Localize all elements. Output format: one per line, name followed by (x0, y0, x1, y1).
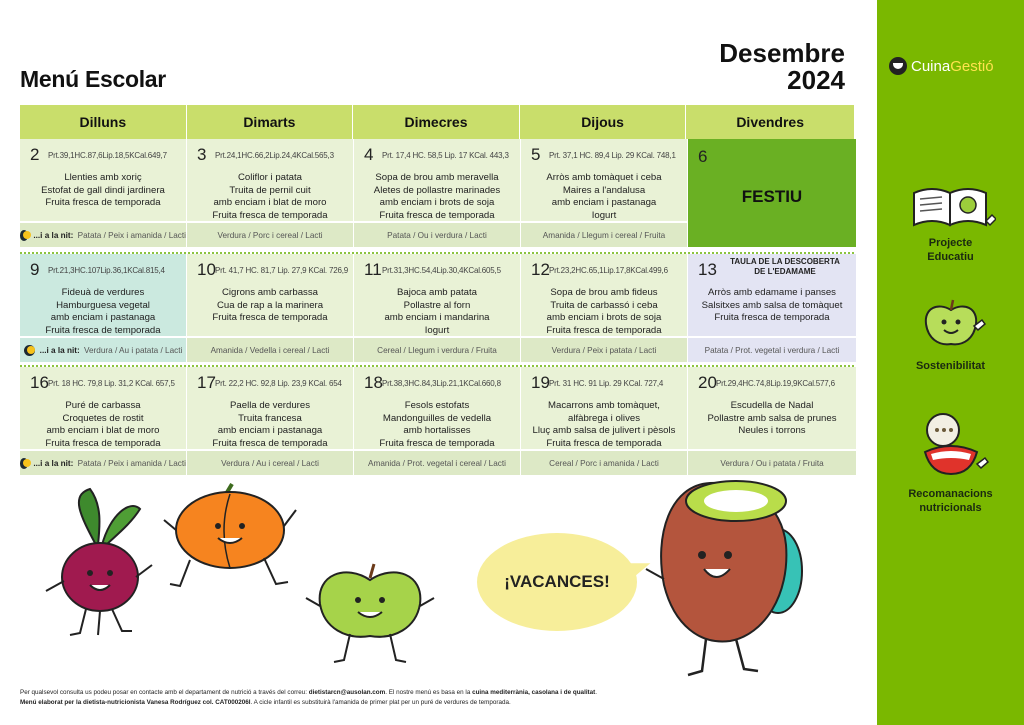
day-number: 17 (197, 373, 216, 392)
dinner-suggestion: Verdura / Peix i patata / Lacti (521, 338, 687, 362)
open-book-icon (906, 183, 996, 231)
day-cell (521, 367, 687, 449)
day-cell (187, 367, 353, 449)
day-number: 12 (531, 260, 550, 279)
sidebar (877, 0, 1024, 725)
day-cell (20, 254, 186, 336)
moon-icon (24, 345, 35, 356)
day-cell (688, 254, 856, 336)
dish-list: Paella de verdures Truita francesa amb enciam i pastanaga Fruita fresca de temporada (212, 400, 328, 449)
month-year (700, 40, 845, 94)
dish-list: Fideuà de verdures Hamburguesa vegetal amb enciam i pastanaga Fruita fresca de temporada (45, 287, 161, 336)
dish-list: Coliflor i patata Truita de pernil cuit amb enciam i blat de moro Fruita fresca de temporada (212, 172, 328, 221)
moon-icon (20, 458, 28, 469)
sidebar-item-recomanacions-nutricionals[interactable]: Recomanacions nutricionals (877, 410, 1024, 515)
menu-calendar (20, 105, 854, 478)
dinner-suggestion: Amanida / Prot. vegetal i cereal / Lacti (354, 451, 520, 475)
dinner-suggestion: Patata / Prot. vegetal i verdura / Lacti (688, 338, 856, 362)
day-cell (187, 254, 353, 336)
day-cell (354, 139, 520, 221)
nutrition-info: Prt.29,4HC.74,8Lip.19,9KCal.577,6 (716, 379, 835, 388)
day-cell (20, 139, 186, 221)
month-name: Desembre (719, 38, 845, 68)
nutrition-info: Prt. 31 HC. 91 Lip. 29 KCal. 727,4 (549, 379, 664, 388)
brand-logo[interactable] (889, 57, 994, 75)
day-cell (354, 254, 520, 336)
moon-icon (20, 230, 28, 241)
vacances-speech-bubble: ¡VACANCES! (477, 533, 637, 631)
footer-note: Per qualsevol consulta us podeu posar en contacte amb el departament de nutrició a través del correu: dietistarcn@ausolan.com. El nostre menú es basa en la cuina mediterrània, casolana i de qualitat. Menú elaborat per la dietista-nutricionista Vanesa Rodríguez col. CAT000206I. A cicle infantil es substituirà l'amanida de primer plat per un puré de verdures de temporada. (20, 689, 598, 706)
week-row (20, 365, 854, 478)
weekday-header: Dilluns (20, 105, 186, 139)
nutrition-info: Prt.23,2HC.65,1Lip.17,8KCal.499,6 (549, 266, 668, 275)
dinner-suggestion: ...i a la nit: Patata / Peix i amanida / Lacti (20, 223, 186, 247)
dinner-suggestion: Amanida / Vedella i cereal / Lacti (187, 338, 353, 362)
day-cell (521, 139, 687, 221)
dinner-suggestion: Verdura / Au i cereal / Lacti (187, 451, 353, 475)
day-number: 11 (364, 260, 382, 279)
nutrition-info: Prt. 17,4 HC. 58,5 Lip. 17 KCal. 443,3 (382, 151, 509, 160)
dish-list: Cigrons amb carbassa Cua de rap a la marinera Fruita fresca de temporada (212, 287, 328, 323)
dinner-suggestion: Cereal / Porc i amanida / Lacti (521, 451, 687, 475)
dish-list: Bajoca amb patata Pollastre al forn amb enciam i mandarina Iogurt (384, 287, 490, 336)
contact-email[interactable]: dietistarcn@ausolan.com (308, 689, 386, 696)
nutrition-info: Prt. 18 HC. 79,8 Lip. 31,2 KCal. 657,5 (48, 379, 175, 388)
day-number: 6 (698, 147, 708, 166)
dinner-suggestion: Patata / Ou i verdura / Lacti (354, 223, 520, 247)
weekday-header: Dimarts (187, 105, 353, 139)
day-number: 9 (30, 260, 40, 279)
apple-character-icon (916, 296, 986, 354)
nutrition-info: Prt.24,1HC.66,2Lip.24,4KCal.565,3 (215, 151, 334, 160)
day-number: 2 (30, 145, 40, 164)
special-day-title: TAULA DE LA DESCOBERTA DE L'EDAMAME (730, 257, 840, 276)
talking-mouth-icon (911, 410, 991, 482)
dinner-suggestion: ...i a la nit: Patata / Peix i amanida / Lacti (20, 451, 186, 475)
holiday-label: FESTIU (741, 187, 803, 206)
dish-list: Llenties amb xoriç Estofat de gall dindi jardinera Fruita fresca de temporada (41, 172, 165, 208)
nutrition-info: Prt. 22,2 HC. 92,8 Lip. 23,9 KCal. 654 (215, 379, 342, 388)
dinner-suggestion: Verdura / Porc i cereal / Lacti (187, 223, 353, 247)
dish-list: Fesols estofats Mandonguilles de vedella amb hortalisses Fruita fresca de temporada (379, 400, 495, 449)
day-number: 10 (197, 260, 216, 279)
nutrition-info: Prt.39,1HC.87,6Lip.18,5KCal.649,7 (48, 151, 167, 160)
dish-list: Arròs amb tomàquet i ceba Maires a l'andalusa amb enciam i pastanaga Iogurt (546, 172, 662, 221)
day-cell (688, 367, 856, 449)
pumpkin-character-illustration (160, 480, 300, 600)
holiday-cell (688, 139, 856, 247)
day-number: 16 (30, 373, 49, 392)
day-cell (20, 367, 186, 449)
beet-character-illustration (40, 485, 160, 645)
day-number: 13 (698, 260, 717, 279)
brand-name: CuinaGestió (911, 57, 994, 75)
day-number: 19 (531, 373, 550, 392)
dish-list: Puré de carbassa Croquetes de rostit amb enciam i blat de moro Fruita fresca de temporada (45, 400, 161, 449)
dish-list: Arròs amb edamame i panses Salsitxes amb salsa de tomàquet Fruita fresca de temporada (701, 287, 843, 323)
day-cell (354, 367, 520, 449)
week-row (20, 252, 854, 365)
apple-character-illustration (300, 560, 440, 670)
nutrition-info: Prt. 37,1 HC. 89,4 Lip. 29 KCal. 748,1 (549, 151, 676, 160)
dinner-suggestion: Verdura / Ou i patata / Fruita (688, 451, 856, 475)
sidebar-item-projecte-educatiu[interactable]: Projecte Educatiu (877, 183, 1024, 264)
nutrition-info: Prt.31,3HC.54,4Lip.30,4KCal.605,5 (382, 266, 501, 275)
nutrition-info: Prt.21,3HC.107Lip.36,1KCal.815,4 (48, 266, 165, 275)
day-cell (521, 254, 687, 336)
dinner-suggestion: Cereal / Llegum i verdura / Fruita (354, 338, 520, 362)
smile-logo-icon (889, 57, 907, 75)
dish-list: Macarrons amb tomàquet, alfàbrega i olives Lluç amb salsa de julivert i pèsols Fruita fresca de temporada (532, 400, 676, 449)
sidebar-item-sostenibilitat[interactable]: Sostenibilitat (877, 296, 1024, 373)
kiwi-character-illustration (640, 475, 810, 685)
weekday-header-row (20, 105, 854, 139)
day-number: 3 (197, 145, 207, 164)
nutrition-info: Prt.38,3HC.84,3Lip.21,1KCal.660,8 (382, 379, 501, 388)
day-cell (187, 139, 353, 221)
weekday-header: Dimecres (353, 105, 519, 139)
page-title: Menú Escolar (20, 66, 166, 92)
dinner-suggestion: Amanida / Llegum i cereal / Fruita (521, 223, 687, 247)
dish-list: Sopa de brou amb fideus Truita de carbassó i ceba amb enciam i brots de soja Fruita fresca de temporada (546, 287, 662, 336)
day-number: 18 (364, 373, 383, 392)
year: 2024 (787, 65, 845, 95)
weekday-header: Dijous (520, 105, 686, 139)
day-number: 20 (698, 373, 717, 392)
dinner-suggestion: ...i a la nit: Verdura / Au i patata / Lacti (20, 338, 186, 362)
nutrition-info: Prt. 41,7 HC. 81,7 Lip. 27,9 KCal. 726,9 (215, 266, 348, 275)
day-number: 4 (364, 145, 374, 164)
dish-list: Sopa de brou amb meravella Aletes de pollastre marinades amb enciam i brots de soja Fruita fresca de temporada (373, 172, 501, 221)
day-number: 5 (531, 145, 541, 164)
week-row (20, 139, 854, 252)
dish-list: Escudella de Nadal Pollastre amb salsa de prunes Neules i torrons (707, 400, 837, 436)
weekday-header: Divendres (686, 105, 854, 139)
